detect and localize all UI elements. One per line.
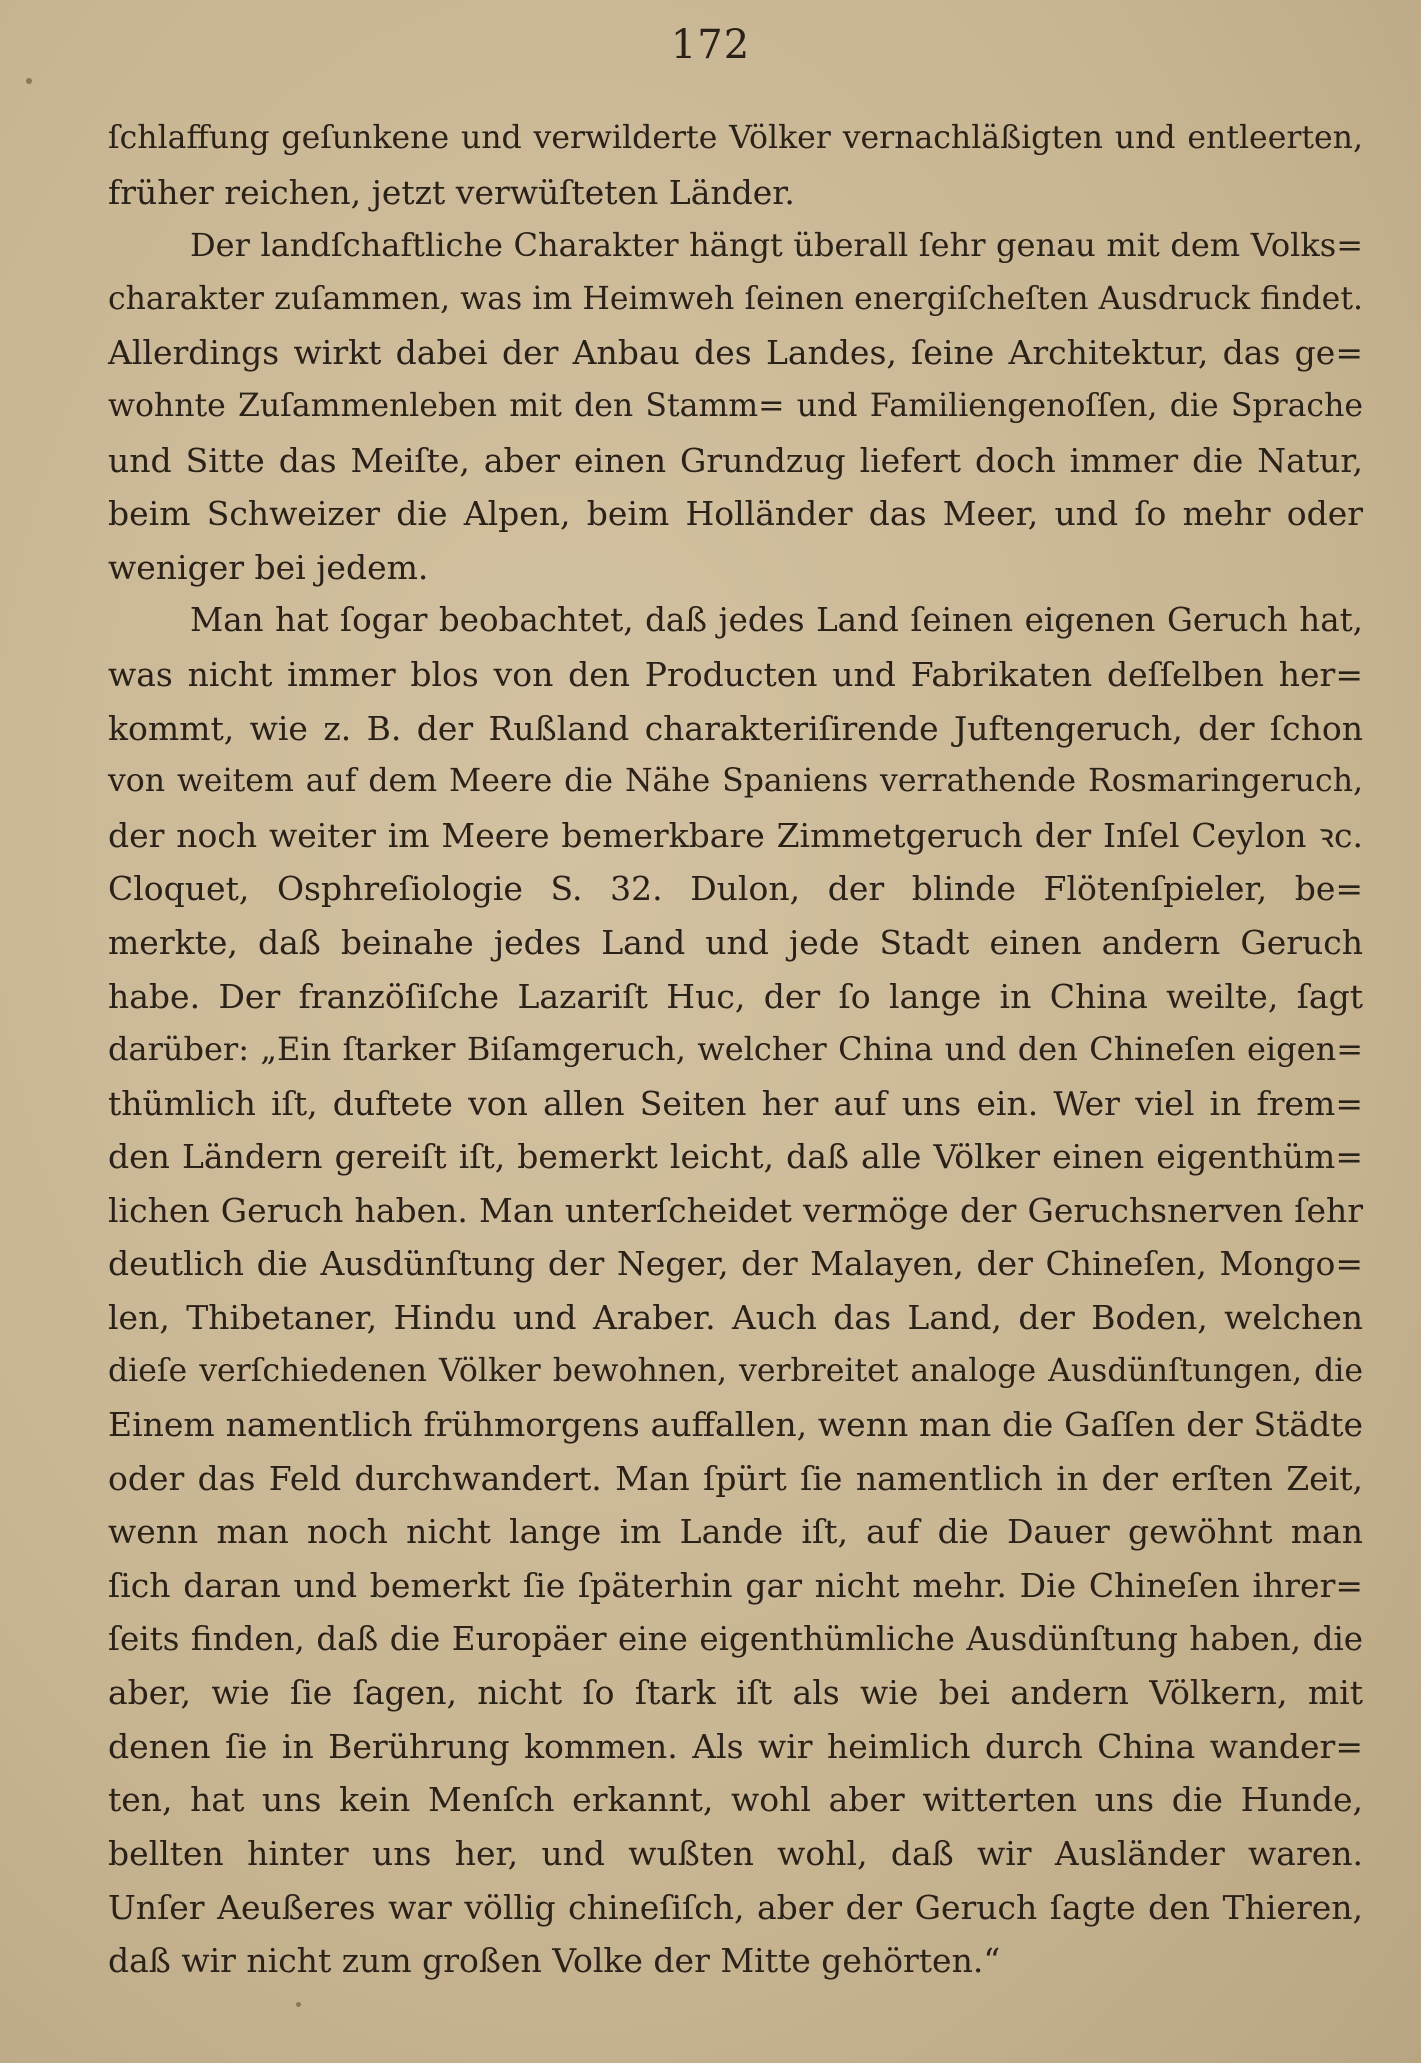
text-line: Man hat ſogar beobachtet, daß jedes Land ſeinen eigenen Geruch hat, <box>190 601 1363 640</box>
text-line: wohnte Zuſammenleben mit den Stamm= und Familiengenoſſen, die Sprache <box>108 387 1363 424</box>
text-line: daß wir nicht zum großen Volke der Mitte gehörten.“ <box>108 1941 1001 1981</box>
text-line: der noch weiter im Meere bemerkbare Zimmetgeruch der Inſel Ceylon ꝛc. <box>108 815 1363 855</box>
text-line: ſich daran und bemerkt ſie ſpäterhin gar nicht mehr. Die Chineſen ihrer= <box>108 1566 1363 1606</box>
text-line: darüber: „Ein ſtarker Biſamgeruch, welcher China und den Chineſen eigen= <box>108 1030 1363 1069</box>
text-line: Cloquet, Osphreſiologie S. 32. Dulon, der blinde Flötenſpieler, be= <box>108 869 1363 909</box>
text-line: was nicht immer blos von den Producten und Fabrikaten deſſelben her= <box>108 654 1363 694</box>
text-line: beim Schweizer die Alpen, beim Holländer das Meer, und ſo mehr oder <box>108 494 1363 534</box>
text-line: Unſer Aeußeres war völlig chineſiſch, aber der Geruch ſagte den Thieren, <box>108 1887 1363 1927</box>
text-line: kommt, wie z. B. der Rußland charakteriſirende Juftengeruch, der ſchon <box>108 708 1363 748</box>
text-line: oder das Feld durchwandert. Man ſpürt ſie namentlich in der erſten Zeit, <box>108 1458 1363 1498</box>
text-line: Der landſchaftliche Charakter hängt überall ſehr genau mit dem Volks= <box>190 226 1363 265</box>
text-line: lichen Geruch haben. Man unterſcheidet vermöge der Geruchsnerven ſehr <box>108 1190 1363 1230</box>
text-line: dieſe verſchiedenen Völker bewohnen, verbreitet analoge Ausdünſtungen, die <box>108 1352 1363 1389</box>
text-line: weniger bei jedem. <box>108 547 429 587</box>
paper-speck <box>296 2002 301 2007</box>
text-line: Einem namentlich frühmorgens auffallen, wenn man die Gaſſen der Städte <box>108 1405 1363 1445</box>
paragraph <box>108 594 1363 1987</box>
text-line: thümlich iſt, duftete von allen Seiten her auf uns ein. Wer viel in frem= <box>108 1083 1363 1123</box>
text-line: deutlich die Ausdünſtung der Neger, der Malayen, der Chineſen, Mongo= <box>108 1244 1363 1284</box>
text-line: früher reichen, jetzt verwüſteten Länder. <box>108 172 795 212</box>
text-line: ten, hat uns kein Menſch erkannt, wohl aber witterten uns die Hunde, <box>108 1780 1363 1820</box>
text-line: habe. Der franzöſiſche Lazariſt Huc, der ſo lange in China weilte, ſagt <box>108 976 1363 1016</box>
text-line: denen ſie in Berührung kommen. Als wir heimlich durch China wander= <box>108 1726 1363 1766</box>
text-line: merkte, daß beinahe jedes Land und jede Stadt einen andern Geruch <box>108 922 1363 962</box>
text-line: charakter zuſammen, was im Heimweh ſeinen energiſcheſten Ausdruck findet. <box>108 280 1363 317</box>
text-line: und Sitte das Meiſte, aber einen Grundzug liefert doch immer die Natur, <box>108 440 1363 480</box>
text-line: bellten hinter uns her, und wußten wohl, daß wir Ausländer waren. <box>108 1834 1363 1873</box>
paper-speck <box>26 78 32 84</box>
paragraph <box>108 112 1363 219</box>
page-number: 172 <box>670 22 751 68</box>
text-line: ſchlaffung geſunkene und verwilderte Völker vernachläßigten und entleerten, <box>108 120 1363 156</box>
body-text <box>108 112 1363 1988</box>
text-line: den Ländern gereiſt iſt, bemerkt leicht, daß alle Völker einen eigenthüm= <box>108 1137 1363 1177</box>
text-line: ſeits finden, daß die Europäer eine eigenthümliche Ausdünſtung haben, die <box>108 1619 1363 1658</box>
text-line: Allerdings wirkt dabei der Anbau des Landes, ſeine Architektur, das ge= <box>108 333 1363 373</box>
paragraph <box>108 219 1363 594</box>
text-line: von weitem auf dem Meere die Nähe Spaniens verrathende Rosmaringeruch, <box>108 763 1363 800</box>
text-line: len, Thibetaner, Hindu und Araber. Auch das Land, der Boden, welchen <box>108 1298 1363 1338</box>
text-line: wenn man noch nicht lange im Lande iſt, auf die Dauer gewöhnt man <box>108 1512 1363 1552</box>
text-line: aber, wie ſie ſagen, nicht ſo ſtark iſt als wie bei andern Völkern, mit <box>108 1673 1363 1713</box>
